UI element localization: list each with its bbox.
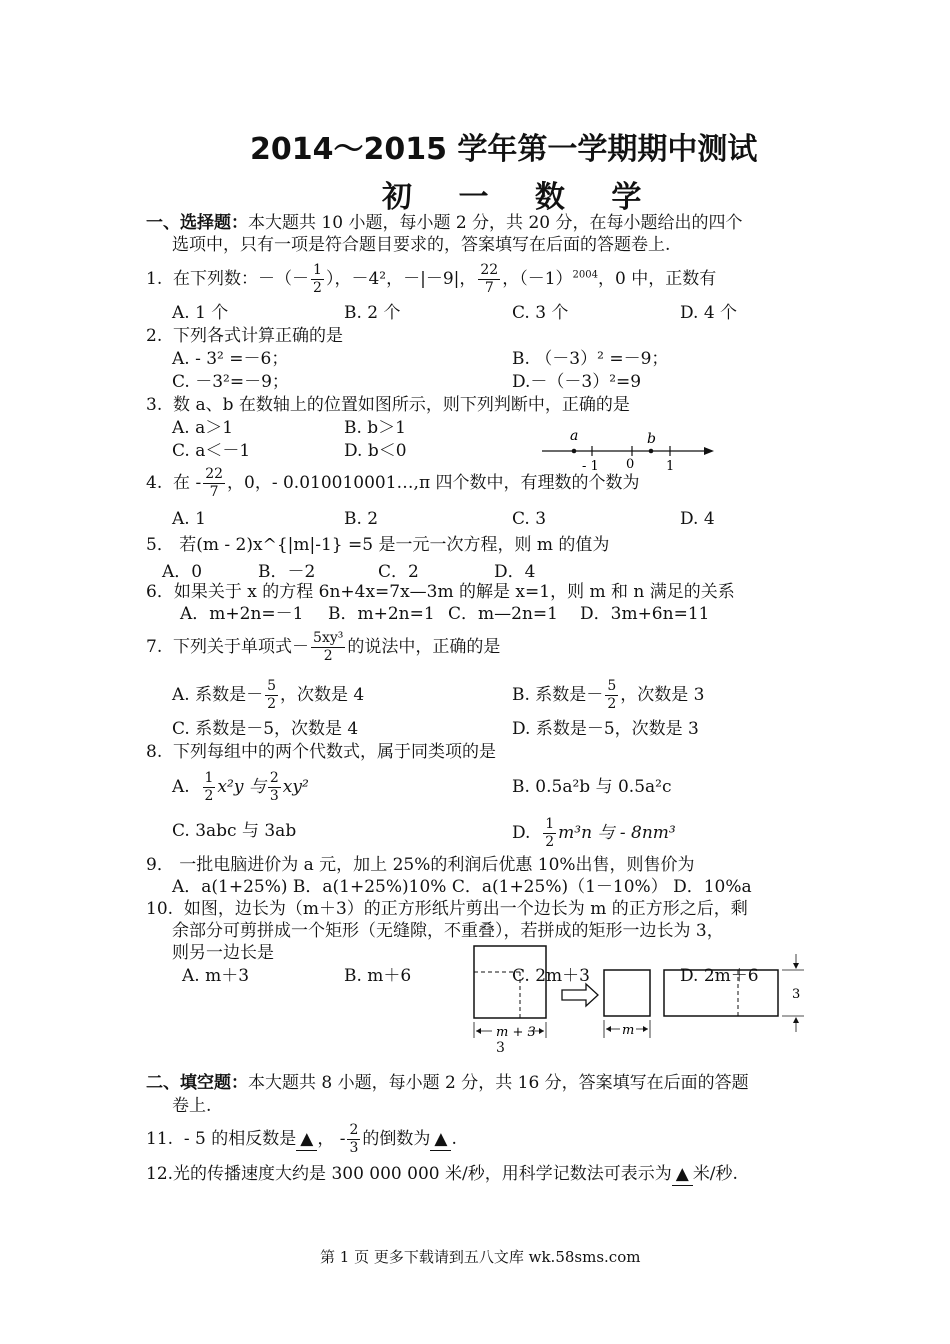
q4-option-c: C. 3 [512, 509, 547, 529]
q8-option-b: B. 0.5a²b 与 0.5a²c [512, 777, 672, 797]
fraction: $\frac{22}{7}$ [205, 466, 224, 500]
arrow-right-icon [704, 447, 714, 455]
q4-option-a: A. 1 [172, 509, 206, 529]
q9-stem: 9． 一批电脑进价为 a 元，加上 25%的利润后优惠 10%出售，则售价为 [146, 855, 695, 875]
q3-option-c: C. a＜－1 [172, 441, 251, 461]
arrow-right-icon [643, 1026, 648, 1032]
q8-option-a: A. $\frac{1}{2}$ x²y 与 $\frac{2}{3}$ xy² [172, 770, 309, 804]
page-subtitle: 初 一 数 学 [382, 180, 660, 215]
arrow-left-icon [606, 1026, 611, 1032]
q6-option-a: A．m+2n=－1 [180, 604, 304, 624]
label-3: 3 [792, 987, 801, 1002]
q6-stem: 6．如果关于 x 的方程 6n+4x=7x—3m 的解是 x=1，则 m 和 n 满足的关系 [146, 582, 735, 602]
q7-option-c: C. 系数是－5，次数是 4 [172, 719, 359, 739]
q2-option-a: A. - 3² =－6； [172, 349, 289, 369]
page-footer: 第 1 页 更多下载请到五八文库 wk.58sms.com [320, 1248, 641, 1266]
q8-stem: 8. 下列每组中的两个代数式，属于同类项的是 [146, 742, 497, 762]
q2-option-b: B. （－3）² =－9； [512, 349, 669, 369]
q7-stem: 7. 下列关于单项式－ $\frac{\text{5xy³}}{2}$ 的说法中，正确的是 [146, 630, 501, 664]
point-b [649, 449, 654, 454]
q5-option-b: B．－2 [258, 562, 316, 582]
q7-option-d: D. 系数是－5，次数是 3 [512, 719, 699, 739]
q8-option-c: C. 3abc 与 3ab [172, 821, 297, 841]
answer-blank[interactable]: ▲ [296, 1128, 317, 1151]
q1-stem: 1. 在下列数：－（－ $\frac{1}{2}$ ），－4²，－|－9|， $\frac{22}{7}$ ，$(-1)^{2004}$，0 中，正数有 [146, 262, 717, 296]
q7-option-b: B. 系数是－ $\frac{5}{2}$ ，次数是 3 [512, 678, 705, 712]
q2-option-c: C. －3²=－9； [172, 372, 289, 392]
q3-option-a: A. a＞1 [172, 418, 234, 438]
answer-blank[interactable]: ▲ [672, 1163, 693, 1186]
fraction: $\frac{5}{2}$ [607, 678, 617, 712]
q12-stem: 12.光的传播速度大约是 300 000 000 米/秒，用科学记数法可表示为 ▲ 米/秒. [146, 1164, 738, 1184]
q9-options: A．a(1+25%) B．a(1+25%)10% C．a(1+25%)（1－10%） D．10%a [172, 877, 752, 897]
q1-option-c: C. 3 个 [512, 303, 569, 323]
label-m-plus-3: m + 3 [496, 1025, 536, 1040]
q3-option-d: D. b＜0 [344, 441, 407, 461]
q5-option-c: C．2 [378, 562, 419, 582]
fraction: $\frac{1}{2}$ [545, 816, 555, 850]
q5-option-a: A．0 [162, 562, 203, 582]
q10-stem-line3: 则另一边长是 [172, 943, 274, 963]
answer-blank[interactable]: ▲ [430, 1128, 451, 1151]
q6-option-d: D．3m+6n=11 [580, 604, 710, 624]
arrow-down-icon [793, 963, 799, 969]
point-a [572, 449, 577, 454]
fraction: $\frac{22}{7}$ [480, 262, 499, 296]
figure-label-3: 3 [496, 1040, 505, 1056]
fraction: $\frac{5}{2}$ [267, 678, 277, 712]
big-square [474, 946, 546, 1018]
section2-intro-line2: 卷上. [172, 1096, 212, 1116]
label-b: b [647, 431, 656, 447]
section1-heading: 一、选择题： [146, 213, 248, 233]
q4-stem: 4. 在 - $\frac{22}{7}$ ，0，- 0.010010001…,π 四个数中，有理数的个数为 [146, 466, 640, 500]
q10-option-b: B. m＋6 [344, 966, 412, 986]
tick-label-minus-one: - 1 [582, 459, 599, 474]
label-a: a [570, 428, 579, 444]
arrow-left-icon [476, 1028, 481, 1034]
q1-option-d: D. 4 个 [680, 303, 738, 323]
fraction: $\frac{2}{3}$ [269, 770, 279, 804]
tick-label-zero: 0 [626, 457, 635, 472]
arrow-right-icon [539, 1028, 544, 1034]
fraction: $\frac{1}{2}$ [313, 262, 322, 296]
q10-option-d: D. 2m＋6 [680, 966, 759, 986]
q4-option-b: B. 2 [344, 509, 379, 529]
fraction: $\frac{2}{3}$ [349, 1122, 359, 1156]
fraction: $\frac{1}{2}$ [204, 770, 214, 804]
section2-heading: 二、填空题： [146, 1073, 248, 1093]
section1-intro-line2: 选项中，只有一项是符合题目要求的，答案填写在后面的答题卷上. [172, 235, 671, 255]
q1-option-a: A. 1 个 [172, 303, 229, 323]
q11-stem: 11. - 5 的相反数是 ▲ ， - $\frac{2}{3}$ 的倒数为 ▲ . [146, 1122, 457, 1156]
fraction: $\frac{\text{5xy³}}{2}$ [313, 630, 344, 664]
arrow-up-icon [793, 1017, 799, 1023]
q5-stem: 5． 若(m - 2)x^{|m|-1} =5 是一元一次方程，则 m 的值为 [146, 535, 610, 555]
q2-option-d: D.－（－3）²=9 [512, 372, 642, 392]
q10-option-a: A. m＋3 [182, 966, 250, 986]
q8-option-d: D. $\frac{1}{2}$ m³n 与 - 8nm³ [512, 816, 676, 850]
q3-stem: 3. 数 a、b 在数轴上的位置如图所示，则下列判断中，正确的是 [146, 395, 630, 415]
result-rectangle [664, 970, 778, 1016]
q10-option-c: C. 2m＋3 [512, 966, 590, 986]
page-title: 2014～2015 学年第一学期期中测试 [250, 132, 758, 167]
q3-option-b: B. b＞1 [344, 418, 406, 438]
small-square [604, 970, 650, 1016]
square-cut-figure [466, 940, 816, 1060]
q7-option-a: A. 系数是－ $\frac{5}{2}$ ，次数是 4 [172, 678, 365, 712]
q6-option-c: C．m—2n=1 [448, 604, 558, 624]
q6-option-b: B．m+2n=1 [328, 604, 435, 624]
q2-stem: 2. 下列各式计算正确的是 [146, 326, 344, 346]
label-m: m [622, 1023, 635, 1038]
q10-stem-line2: 余部分可剪拼成一个矩形（无缝隙，不重叠），若拼成的矩形一边长为 3， [172, 921, 724, 941]
q1-option-b: B. 2 个 [344, 303, 401, 323]
section1-intro: 一、选择题：本大题共 10 小题，每小题 2 分，共 20 分，在每小题给出的四个 [146, 213, 743, 233]
hollow-arrow-icon [562, 984, 598, 1006]
q4-option-d: D. 4 [680, 509, 715, 529]
q5-option-d: D．4 [494, 562, 536, 582]
section2-intro: 二、填空题：本大题共 8 小题，每小题 2 分，共 16 分，答案填写在后面的答题 [146, 1073, 749, 1093]
q10-stem-line1: 10. 如图，边长为（m＋3）的正方形纸片剪出一个边长为 m 的正方形之后，剩 [146, 899, 748, 919]
tick-label-one: 1 [666, 459, 675, 474]
